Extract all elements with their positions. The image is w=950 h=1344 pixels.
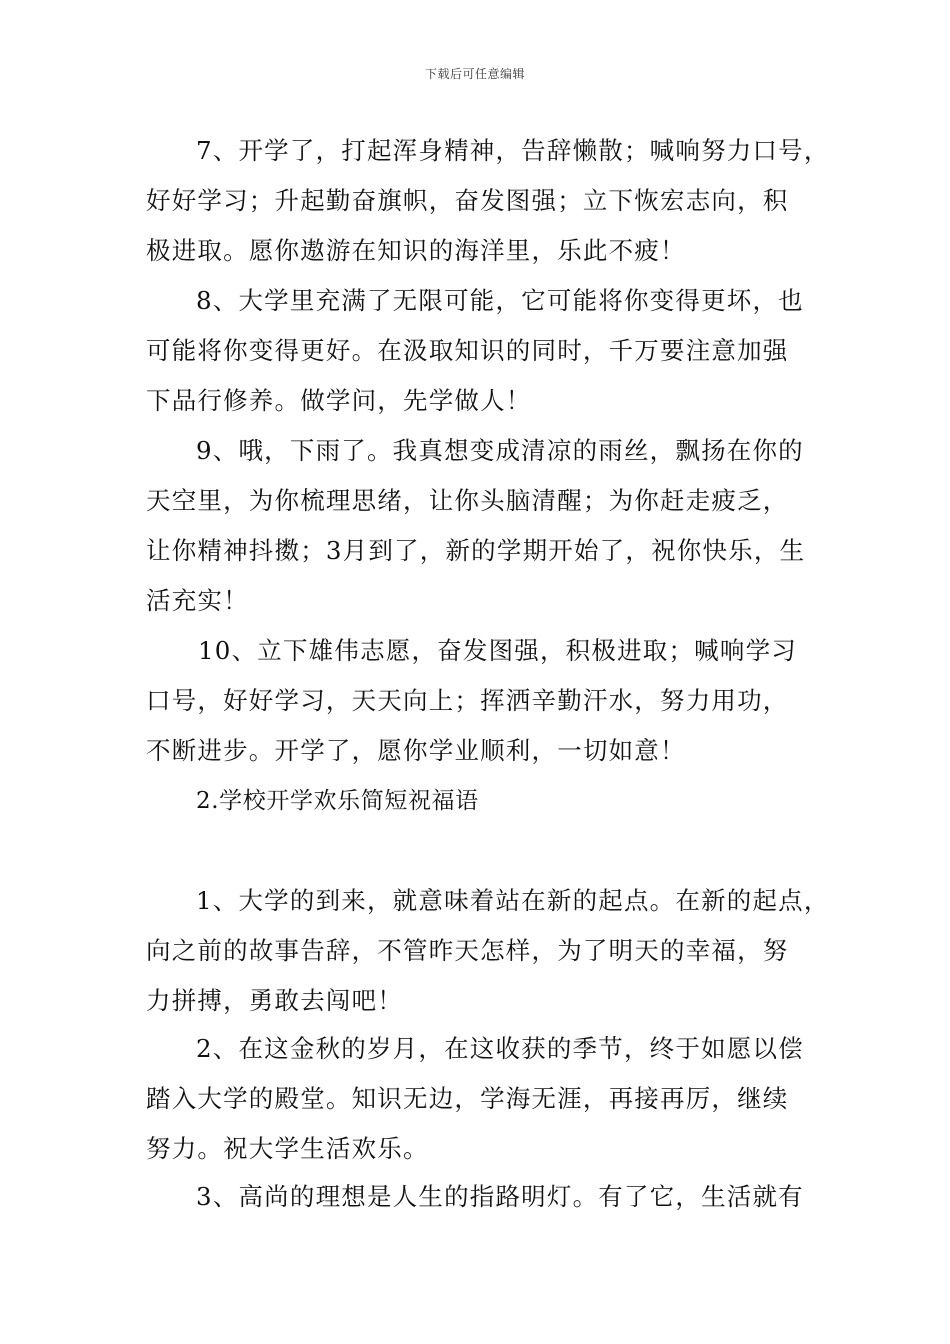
paragraph-line: 力拼搏，勇敢去闯吧！: [146, 986, 403, 1015]
wish-item-10: [146, 626, 826, 776]
paragraph-line: 活充实！: [146, 586, 249, 615]
paragraph-line: 天空里，为你梳理思绪，让你头脑清醒；为你赶走疲乏，: [146, 486, 789, 515]
section-heading: [146, 776, 826, 826]
paragraph-line: 下品行修养。做学问，先学做人！: [146, 386, 532, 415]
page-header: 下载后可任意编辑: [424, 67, 525, 81]
paragraph-line: 向之前的故事告辞，不管昨天怎样，为了明天的幸福，努: [146, 936, 789, 965]
paragraph-line: 让你精神抖擞；3月到了，新的学期开始了，祝你快乐，生: [146, 536, 806, 565]
paragraph-line: 9、哦，下雨了。我真想变成清凉的雨丝，飘扬在你的: [196, 436, 804, 465]
paragraph-line: 可能将你变得更好。在汲取知识的同时，千万要注意加强: [146, 336, 789, 365]
paragraph-line: 踏入大学的殿堂。知识无边，学海无涯，再接再厉，继续: [146, 1084, 789, 1113]
paragraph-line: 7、开学了，打起浑身精神，告辞懒散；喊响努力口号，: [196, 136, 830, 165]
section-title: 2.学校开学欢乐简短祝福语: [196, 788, 479, 814]
paragraph-line: 极进取。愿你遨游在知识的海洋里，乐此不疲！: [146, 236, 686, 265]
paragraph-line: 好好学习；升起勤奋旗帜，奋发图强；立下恢宏志向，积: [146, 186, 789, 215]
paragraph-line: 口号，好好学习，天天向上；挥洒辛勤汗水，努力用功，: [146, 686, 789, 715]
paragraph-line: 2、在这金秋的岁月，在这收获的季节，终于如愿以偿: [196, 1034, 804, 1063]
paragraph-line: 不断进步。开学了，愿你学业顺利，一切如意！: [146, 736, 686, 765]
wish-item-8: [146, 276, 826, 426]
paragraph-line: 8、大学里充满了无限可能，它可能将你变得更坏，也: [196, 286, 804, 315]
wish-item-2: [146, 1024, 826, 1174]
wish-item-9: [146, 426, 826, 626]
wish-item-7: [146, 126, 830, 276]
wish-item-3: [146, 1172, 826, 1222]
paragraph-line: 3、高尚的理想是人生的指路明灯。有了它，生活就有: [196, 1182, 804, 1211]
wish-item-1: [146, 876, 830, 1026]
paragraph-line: 1、大学的到来，就意味着站在新的起点。在新的起点，: [196, 886, 830, 915]
paragraph-line: 10、立下雄伟志愿，奋发图强，积极进取；喊响学习: [198, 636, 797, 665]
paragraph-line: 努力。祝大学生活欢乐。: [146, 1134, 429, 1163]
